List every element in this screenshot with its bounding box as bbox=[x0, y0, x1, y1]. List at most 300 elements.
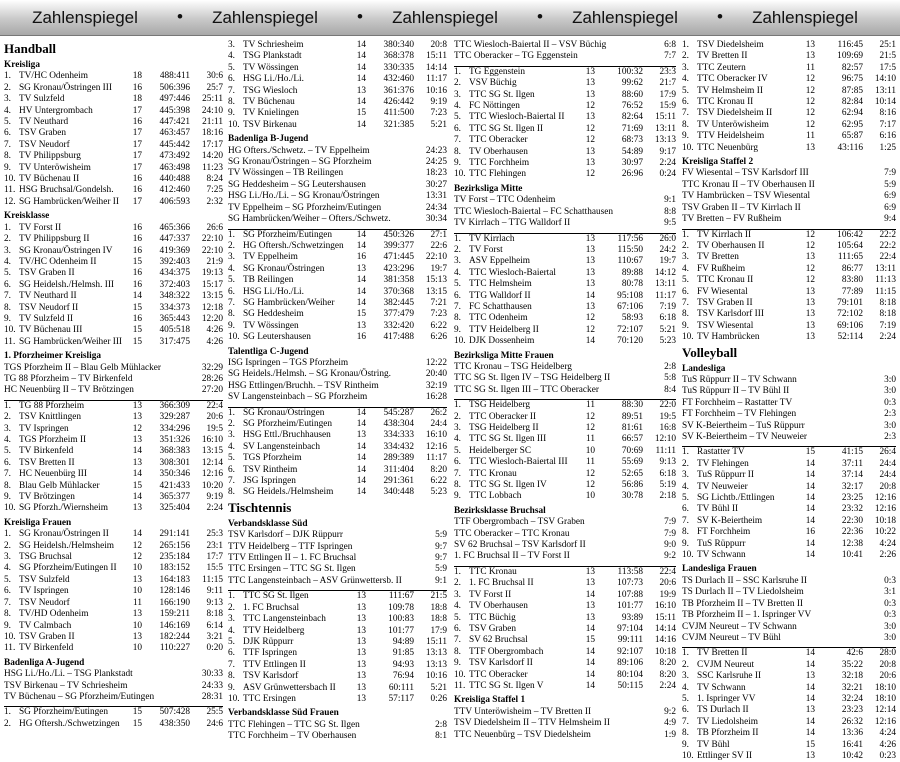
team-name: TB Pforzheim II bbox=[697, 728, 759, 739]
match-result bbox=[228, 191, 447, 202]
rank: 7. bbox=[682, 716, 689, 727]
games-played: 15 bbox=[585, 635, 595, 646]
team-name: TV/HC Odenheim II bbox=[19, 256, 97, 267]
match-result bbox=[4, 385, 223, 396]
goal-record: 106:42 bbox=[837, 229, 863, 240]
rank: 9. bbox=[682, 739, 689, 750]
rank: 4. bbox=[228, 441, 235, 452]
points: 15:9 bbox=[659, 101, 676, 112]
points: 9:19 bbox=[430, 97, 447, 108]
match-score: 6:9 bbox=[884, 191, 896, 202]
points: 15:11 bbox=[655, 112, 676, 123]
table-row bbox=[454, 446, 676, 457]
results-column-1 bbox=[4, 40, 223, 729]
table-row bbox=[682, 694, 896, 705]
points: 7:23 bbox=[430, 309, 447, 320]
table-row bbox=[4, 469, 223, 480]
rank: 1. bbox=[682, 229, 689, 240]
table-row bbox=[4, 719, 223, 730]
games-played: 12 bbox=[132, 423, 142, 434]
goal-record: 100:83 bbox=[388, 614, 414, 625]
points: 9:13 bbox=[659, 457, 676, 468]
rank: 9. bbox=[454, 158, 461, 169]
rank: 8. bbox=[682, 309, 689, 320]
match-teams: SV 62 Bruchsal – TSV Karlsdorf II bbox=[454, 540, 586, 551]
match-score: 3:0 bbox=[884, 621, 896, 632]
points: 2:32 bbox=[206, 196, 223, 207]
table-row bbox=[682, 539, 896, 550]
league-heading: Kreisliga Staffel 2 bbox=[682, 157, 754, 168]
rank: 7. bbox=[682, 108, 689, 119]
team-name: TTC Langensteinbach bbox=[243, 614, 326, 625]
team-name: SG Kronau/Östringen bbox=[243, 263, 325, 274]
goal-record: 95:108 bbox=[617, 290, 643, 301]
goal-record: 86:77 bbox=[841, 263, 863, 274]
match-result bbox=[454, 540, 676, 551]
rank: 10. bbox=[682, 750, 694, 761]
rank: 5. bbox=[454, 279, 461, 290]
games-played: 13 bbox=[356, 682, 366, 693]
match-teams: TTC Wiesloch-Baiertal II – VSV Büchig bbox=[454, 40, 607, 50]
goal-record: 438:304 bbox=[383, 419, 414, 429]
rank: 1. bbox=[454, 400, 461, 411]
team-name: TV Calmbach bbox=[19, 620, 72, 631]
rank: 5. bbox=[228, 453, 235, 464]
table-row bbox=[228, 86, 447, 97]
match-teams: HSG Ettlingen/Bruchh. – TSV Rintheim bbox=[228, 380, 379, 391]
games-played: 13 bbox=[805, 332, 815, 343]
rank: 1. bbox=[4, 400, 11, 411]
points: 12:14 bbox=[874, 705, 896, 716]
match-score: 28:26 bbox=[201, 373, 223, 384]
rank: 6. bbox=[228, 74, 235, 85]
points: 0:26 bbox=[430, 693, 447, 704]
points: 22:4 bbox=[879, 252, 896, 263]
team-name: HSG Li./Ho./Li. bbox=[243, 74, 304, 85]
table-row bbox=[228, 603, 447, 614]
rank: 3. bbox=[228, 430, 235, 441]
games-played: 13 bbox=[805, 320, 815, 331]
team-name: HG Oftersh./Schwetzingen bbox=[19, 718, 120, 729]
table-row bbox=[682, 648, 896, 659]
goal-record: 450:326 bbox=[383, 229, 414, 240]
games-played: 14 bbox=[585, 623, 595, 634]
match-result bbox=[682, 633, 896, 644]
table-row bbox=[4, 552, 223, 563]
table-row bbox=[4, 401, 223, 412]
points: 18:10 bbox=[874, 682, 896, 693]
team-name: SG Heidelsh./Helmsheim bbox=[19, 540, 115, 551]
rank: 8. bbox=[454, 313, 461, 324]
goal-record: 291:141 bbox=[159, 529, 190, 540]
rank: 4. bbox=[454, 601, 461, 612]
table-row bbox=[4, 314, 223, 325]
rank: 6. bbox=[4, 128, 11, 139]
goal-record: 380:340 bbox=[383, 40, 414, 50]
games-played: 10 bbox=[585, 445, 595, 456]
goal-record: 321:385 bbox=[383, 119, 414, 130]
team-name: TTG Walldorf II bbox=[469, 290, 531, 301]
team-name: TV Ispringen bbox=[19, 423, 69, 434]
match-teams: TTC Flehingen – TTC SG St. Ilgen bbox=[228, 719, 360, 730]
table-row bbox=[454, 400, 676, 411]
match-score: 3:0 bbox=[884, 632, 896, 643]
team-name: TS Durlach II bbox=[697, 705, 749, 716]
goal-record: 22:36 bbox=[841, 527, 863, 538]
points: 13:15 bbox=[201, 446, 223, 457]
goal-record: 97:104 bbox=[617, 623, 643, 634]
team-name: TTV Ettlingen II bbox=[243, 659, 306, 670]
goal-record: 372:403 bbox=[159, 279, 190, 290]
team-name: TuS Rüppurr bbox=[697, 538, 746, 549]
rank: 3. bbox=[682, 671, 689, 682]
table-row bbox=[682, 287, 896, 298]
team-name: TV Schwann bbox=[697, 682, 746, 693]
points: 4:26 bbox=[206, 325, 223, 336]
games-played: 14 bbox=[356, 97, 366, 108]
table-row bbox=[454, 67, 676, 78]
team-name: TV Sulzfeld bbox=[19, 94, 65, 105]
table-row bbox=[454, 158, 676, 169]
goal-record: 82:84 bbox=[841, 97, 863, 108]
match-teams: TS Durlach II – SSC Karlsruhe II bbox=[682, 575, 807, 586]
goal-record: 96:75 bbox=[841, 74, 863, 85]
goal-record: 265:156 bbox=[159, 540, 190, 551]
games-played: 13 bbox=[585, 601, 595, 612]
table-row bbox=[454, 325, 676, 336]
points: 8:18 bbox=[879, 297, 896, 308]
table-row bbox=[4, 197, 223, 208]
match-teams: TV Bretten – FV Rußheim bbox=[682, 214, 782, 225]
games-played: 13 bbox=[585, 612, 595, 623]
games-played: 14 bbox=[805, 493, 815, 504]
games-played: 14 bbox=[356, 229, 366, 240]
rank: 4. bbox=[4, 563, 11, 574]
points: 16:10 bbox=[654, 601, 676, 612]
match-teams: TTC Oberacker – TG Eggenstein bbox=[454, 51, 578, 62]
points: 8:20 bbox=[430, 464, 447, 475]
games-played: 14 bbox=[356, 419, 366, 429]
match-teams: SV K-Beiertheim – TV Neuweier bbox=[682, 432, 807, 442]
team-name: TTC SG St. Ilgen II bbox=[469, 123, 544, 134]
team-name: SG Leutershausen bbox=[243, 332, 311, 343]
sport-heading: Handball bbox=[4, 41, 57, 56]
goal-record: 99:111 bbox=[617, 635, 643, 646]
goal-record: 366:309 bbox=[159, 400, 190, 411]
rank: 10. bbox=[4, 174, 16, 185]
match-teams: TSV Graben II – TV Kirrlach II bbox=[682, 202, 801, 213]
team-name: TSV Knittlingen bbox=[19, 412, 82, 423]
table-row bbox=[228, 626, 447, 637]
goal-record: 89:51 bbox=[621, 411, 643, 422]
team-name: FV Wiesental bbox=[697, 286, 748, 297]
table-row bbox=[682, 550, 896, 561]
rank: 4. bbox=[682, 682, 689, 693]
goal-record: 421:433 bbox=[159, 480, 190, 491]
points: 6:16 bbox=[879, 131, 896, 142]
match-score: 9:2 bbox=[664, 706, 676, 717]
team-name: TV Eppelheim bbox=[243, 252, 298, 263]
rank: 12. bbox=[4, 196, 16, 207]
points: 21:5 bbox=[879, 51, 896, 62]
points: 6:14 bbox=[206, 620, 223, 631]
team-name: VSV Büchig bbox=[469, 78, 517, 89]
team-name: TSV Wiesental bbox=[697, 320, 754, 331]
games-played: 12 bbox=[805, 263, 815, 274]
goal-record: 463:498 bbox=[159, 162, 190, 173]
match-teams: HC Neuenbürg II – TV Brötzingen bbox=[4, 385, 134, 396]
points: 8:20 bbox=[659, 658, 676, 669]
points: 15:11 bbox=[426, 51, 447, 62]
team-name: SG Pforzheim/Eutingen bbox=[19, 707, 109, 718]
games-played: 13 bbox=[356, 602, 366, 613]
points: 3:21 bbox=[206, 631, 223, 642]
points: 25:5 bbox=[206, 707, 223, 718]
games-played: 13 bbox=[356, 625, 366, 636]
team-name: TSV Neudorf II bbox=[19, 302, 79, 313]
rank: 6. bbox=[4, 457, 11, 468]
match-result bbox=[4, 692, 223, 703]
points: 23:3 bbox=[659, 66, 676, 77]
points: 19:9 bbox=[659, 589, 676, 600]
games-played: 14 bbox=[356, 40, 366, 50]
table-row bbox=[228, 694, 447, 705]
goal-record: 506:396 bbox=[159, 82, 190, 93]
points: 12:16 bbox=[425, 441, 447, 452]
games-played: 12 bbox=[132, 540, 142, 551]
games-played: 13 bbox=[132, 412, 142, 423]
team-name: TV/HD Odenheim bbox=[19, 609, 89, 620]
points: 12:16 bbox=[201, 469, 223, 480]
games-played: 14 bbox=[356, 453, 366, 464]
games-played: 14 bbox=[356, 487, 366, 498]
table-row bbox=[682, 86, 896, 97]
games-played: 13 bbox=[356, 648, 366, 659]
goal-record: 182:244 bbox=[159, 631, 190, 642]
games-played: 14 bbox=[132, 529, 142, 540]
table-row bbox=[682, 717, 896, 728]
match-score: 0:3 bbox=[884, 610, 896, 621]
match-result bbox=[682, 576, 896, 587]
games-played: 13 bbox=[356, 659, 366, 670]
goal-record: 69:106 bbox=[837, 320, 863, 331]
team-name: TTF Obergrombach bbox=[469, 646, 544, 657]
rank: 3. bbox=[454, 256, 461, 267]
team-name: SG Kronau/Östringen IV bbox=[19, 245, 113, 256]
match-teams: TTC Kronau II – TV Oberhausen II bbox=[682, 179, 815, 190]
points: 28:0 bbox=[879, 648, 896, 659]
goal-record: 94:93 bbox=[392, 659, 414, 670]
match-teams: SG Kronau/Östringen – SG Pforzheim bbox=[228, 157, 372, 168]
team-name: TV Neuweier bbox=[697, 481, 748, 492]
match-result bbox=[682, 375, 896, 386]
team-name: TV Oberhausen bbox=[469, 146, 528, 157]
games-played: 14 bbox=[132, 291, 142, 302]
games-played: 12 bbox=[585, 324, 595, 335]
points: 14:14 bbox=[654, 623, 676, 634]
points: 14:14 bbox=[425, 62, 447, 73]
points: 8:20 bbox=[659, 669, 676, 680]
team-name: TSV Graben II bbox=[697, 297, 753, 308]
team-name: TSV Diedelsheim II bbox=[697, 108, 773, 119]
match-teams: TSV Karlsdorf – DJK Rüppurr bbox=[228, 530, 343, 541]
match-result bbox=[4, 669, 223, 680]
rank: 4. bbox=[4, 105, 11, 116]
goal-record: 79:101 bbox=[837, 297, 863, 308]
team-name: TV Oberhausen bbox=[469, 601, 528, 612]
games-played: 13 bbox=[132, 631, 142, 642]
points: 6:22 bbox=[430, 476, 447, 487]
table-row bbox=[4, 223, 223, 234]
match-teams: TS Durlach II – TV Liedolsheim bbox=[682, 587, 804, 598]
match-score: 5:9 bbox=[435, 530, 447, 541]
match-score: 6:8 bbox=[664, 40, 676, 50]
games-played: 13 bbox=[805, 40, 815, 50]
goal-record: 382:445 bbox=[383, 297, 414, 308]
games-played: 14 bbox=[356, 464, 366, 475]
team-name: TV Knielingen bbox=[243, 108, 299, 119]
points: 2:18 bbox=[659, 491, 676, 502]
rank: 4. bbox=[682, 74, 689, 85]
team-name: HV Untergrombach bbox=[19, 105, 93, 116]
match-score: 13:31 bbox=[425, 191, 447, 202]
team-name: SSC Karlsruhe II bbox=[697, 671, 762, 682]
goal-record: 325:404 bbox=[159, 503, 190, 514]
match-score: 30:27 bbox=[425, 179, 447, 190]
rank: 2. bbox=[4, 412, 11, 423]
rank: 5. bbox=[4, 574, 11, 585]
rank: 5. bbox=[228, 62, 235, 73]
rank: 6. bbox=[4, 586, 11, 597]
rank: 11. bbox=[454, 680, 466, 691]
points: 23:1 bbox=[206, 540, 223, 551]
games-played: 10 bbox=[132, 563, 142, 574]
games-played: 13 bbox=[132, 503, 142, 514]
goal-record: 368:378 bbox=[383, 51, 414, 62]
rank: 6. bbox=[682, 504, 689, 515]
team-name: TGS Pforzheim II bbox=[19, 435, 87, 445]
team-name: TTC Kronau II bbox=[697, 275, 754, 286]
rank: 6. bbox=[228, 464, 235, 475]
table-row bbox=[454, 469, 676, 480]
table-row bbox=[682, 447, 896, 458]
goal-record: 68:73 bbox=[621, 135, 643, 146]
games-played: 14 bbox=[805, 728, 815, 739]
table-row bbox=[228, 648, 447, 659]
league-heading: Badenliga B-Jugend bbox=[228, 134, 309, 145]
table-row bbox=[454, 681, 676, 692]
match-result bbox=[228, 542, 447, 553]
header-title: Zahlenspiegel bbox=[752, 8, 858, 27]
rank: 8. bbox=[4, 151, 11, 162]
match-score: 3:0 bbox=[884, 374, 896, 385]
team-name: ASV Grünwettersbach II bbox=[243, 682, 336, 693]
rank: 3. bbox=[4, 245, 11, 256]
table-row bbox=[228, 40, 447, 51]
points: 12:14 bbox=[201, 457, 223, 468]
table-row bbox=[454, 624, 676, 635]
league-heading: Talentliga C-Jugend bbox=[228, 346, 309, 357]
points: 4:26 bbox=[879, 739, 896, 750]
games-played: 14 bbox=[805, 504, 815, 515]
team-name: TTC Forchheim bbox=[469, 158, 530, 169]
team-name: TSG Wiesloch bbox=[243, 85, 298, 96]
goal-record: 67:106 bbox=[617, 301, 643, 312]
goal-record: 334:333 bbox=[383, 430, 414, 441]
league-heading: Kreisklasse bbox=[4, 211, 50, 222]
table-row bbox=[454, 491, 676, 502]
games-played: 14 bbox=[356, 74, 366, 85]
games-played: 16 bbox=[132, 268, 142, 279]
team-name: TTV Heidelsheim bbox=[697, 131, 765, 142]
match-score: 7:9 bbox=[664, 528, 676, 539]
goal-record: 70:69 bbox=[621, 445, 643, 456]
goal-record: 507:428 bbox=[159, 707, 190, 718]
league-heading: 1. Pforzheimer Kreisliga bbox=[4, 351, 101, 362]
goal-record: 32:17 bbox=[841, 481, 863, 492]
match-teams: TuS Rüppurr II – TV Bühl II bbox=[682, 386, 790, 397]
games-played: 12 bbox=[805, 275, 815, 286]
table-row bbox=[228, 108, 447, 119]
games-played: 13 bbox=[356, 85, 366, 96]
rank: 1. bbox=[682, 648, 689, 659]
goal-record: 111:65 bbox=[837, 252, 863, 263]
match-teams: TTC Ersingen – TTC SG St. Ilgen bbox=[228, 564, 356, 575]
games-played: 12 bbox=[805, 74, 815, 85]
match-result bbox=[454, 517, 676, 528]
goal-record: 82:57 bbox=[841, 62, 863, 73]
rank: 2. bbox=[4, 234, 11, 245]
table-row bbox=[228, 298, 447, 309]
league-heading: Bezirksliga Mitte Frauen bbox=[454, 350, 554, 361]
games-played: 14 bbox=[805, 693, 815, 704]
rank: 2. bbox=[228, 419, 235, 429]
match-result bbox=[454, 373, 676, 384]
match-score: 0:3 bbox=[884, 598, 896, 609]
rank: 7. bbox=[454, 135, 461, 146]
team-name: TG 88 Pforzheim bbox=[19, 400, 85, 411]
table-row bbox=[228, 660, 447, 671]
goal-record: 100:32 bbox=[617, 66, 643, 77]
goal-record: 308:301 bbox=[159, 457, 190, 468]
table-row bbox=[454, 590, 676, 601]
match-teams: TTC SG St. Ilgen III – TTC Oberacker bbox=[454, 384, 599, 395]
team-name: TSG Bruchsal bbox=[19, 552, 72, 563]
rank: 4. bbox=[228, 263, 235, 274]
points: 5:19 bbox=[659, 480, 676, 491]
points: 24:4 bbox=[879, 458, 896, 469]
points: 22:10 bbox=[201, 245, 223, 256]
match-teams: HSG Li./Ho./Li. – SG Kronau/Östringen bbox=[228, 191, 380, 202]
points: 22:2 bbox=[879, 240, 896, 251]
table-row bbox=[682, 97, 896, 108]
match-score: 12:22 bbox=[425, 357, 447, 368]
table-row bbox=[682, 264, 896, 275]
goal-record: 365:377 bbox=[159, 492, 190, 503]
goal-record: 60:111 bbox=[388, 682, 414, 693]
match-result bbox=[454, 385, 676, 396]
games-played: 13 bbox=[585, 301, 595, 312]
goal-record: 351:326 bbox=[159, 435, 190, 445]
goal-record: 93:89 bbox=[621, 612, 643, 623]
goal-record: 311:404 bbox=[383, 464, 414, 475]
header-bullet: • bbox=[177, 7, 183, 26]
rank: 2. bbox=[228, 240, 235, 251]
team-name: TV Bretten II bbox=[697, 51, 748, 62]
rank: 1. bbox=[4, 707, 11, 718]
points: 21:9 bbox=[206, 256, 223, 267]
match-score: 8:4 bbox=[664, 384, 676, 395]
